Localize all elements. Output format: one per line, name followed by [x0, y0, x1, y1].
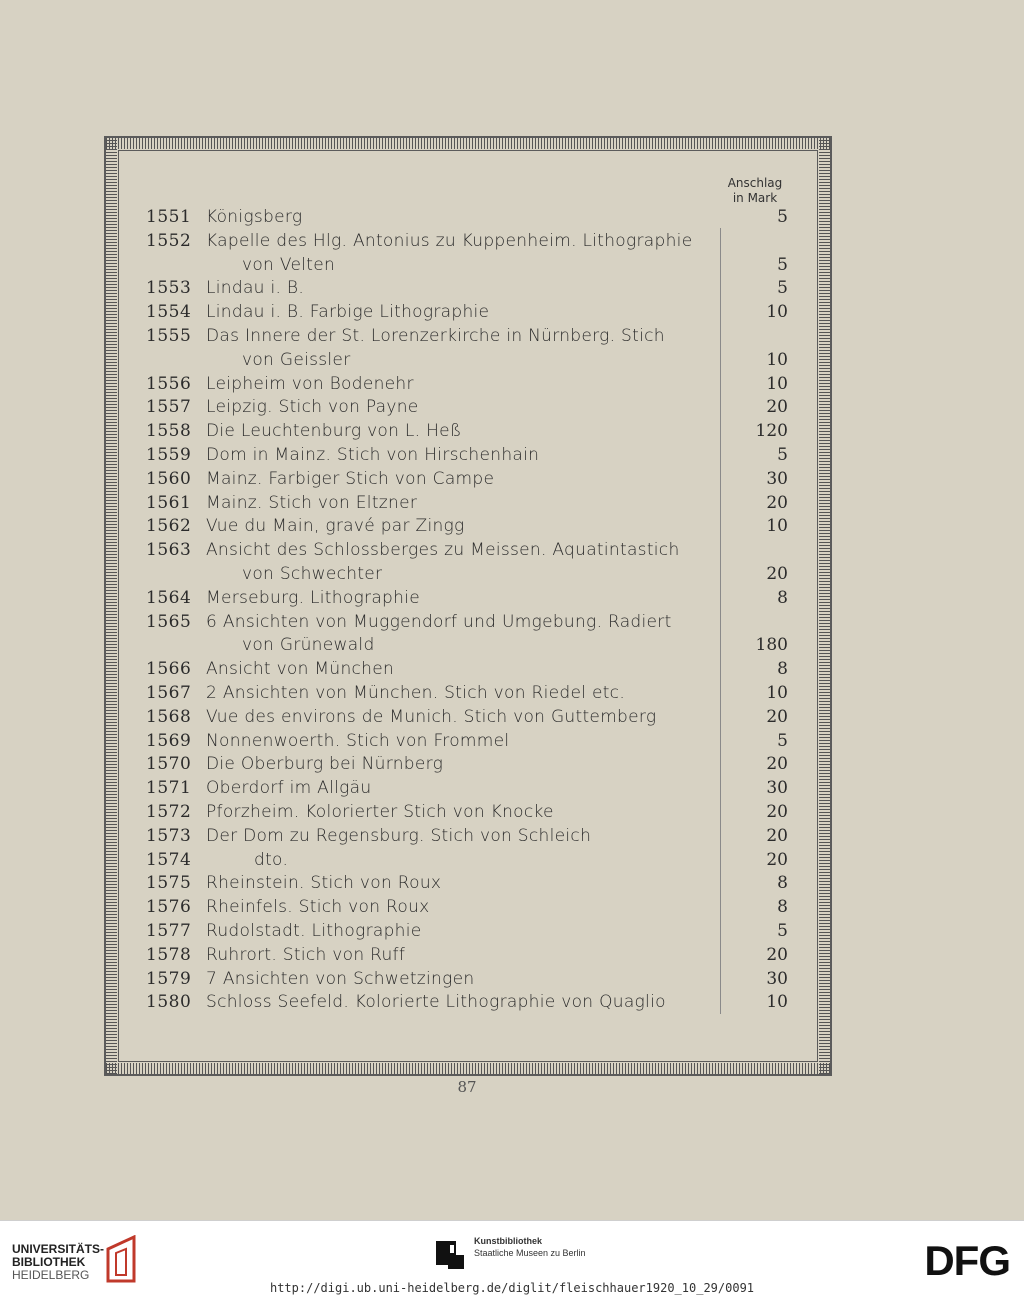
entry-price: 5 [777, 444, 788, 465]
entry-description: Rheinstein. Stich von Roux [206, 873, 442, 894]
catalog-entry-row [0, 825, 1024, 849]
entry-price: 30 [766, 968, 788, 989]
entry-price: 20 [766, 397, 788, 418]
entry-price: 20 [766, 563, 788, 584]
entry-price: 20 [766, 944, 788, 965]
catalog-entry-row [0, 587, 1024, 611]
catalog-entry-row [0, 730, 1024, 754]
catalog-entry-row [0, 230, 1024, 254]
entry-number: 1576 [146, 897, 192, 918]
catalog-entry-row [0, 753, 1024, 777]
entry-number: 1556 [146, 373, 192, 394]
entry-number: 1560 [146, 468, 192, 489]
entry-price: 20 [766, 706, 788, 727]
catalog-entry-row [0, 872, 1024, 896]
entry-price: 5 [777, 207, 788, 227]
entry-number: 1577 [146, 920, 192, 941]
catalog-entry-row [0, 920, 1024, 944]
entry-description: Die Leuchtenburg von L. Heß [206, 421, 462, 442]
entry-description: Mainz. Farbiger Stich von Campe [206, 468, 495, 489]
footer-bar [0, 1220, 1024, 1299]
catalog-entry-row [0, 634, 1024, 658]
source-url[interactable]: http://digi.ub.uni-heidelberg.de/diglit/fleischhauer1920_10_29/0091 [269, 1281, 755, 1295]
ub-line3: HEIDELBERG [12, 1268, 90, 1282]
entry-number: 1578 [146, 944, 192, 965]
ub-line2: BIBLIOTHEK [12, 1255, 86, 1269]
entry-number: 1563 [146, 540, 192, 561]
entry-price: 8 [777, 659, 788, 680]
entry-description: Schloss Seefeld. Kolorierte Lithographie von Quaglio [206, 992, 666, 1013]
entry-price: 8 [777, 873, 788, 894]
entry-price: 5 [777, 254, 788, 275]
border-hatch-bottom [106, 1063, 830, 1074]
entry-number: 1566 [146, 659, 192, 680]
entry-price: 20 [766, 801, 788, 822]
entry-number: 1561 [146, 492, 192, 513]
entry-description: 7 Ansichten von Schwetzingen [206, 968, 475, 989]
entry-description: von Velten [242, 254, 336, 275]
entry-description: Vue du Main, gravé par Zingg [206, 516, 465, 537]
page-number: 87 [457, 1078, 477, 1096]
entry-price: 10 [766, 349, 788, 370]
entry-number: 1564 [146, 587, 192, 608]
entry-number: 1573 [146, 825, 192, 846]
entry-number: 1567 [146, 682, 192, 703]
ub-heidelberg-logo-text [12, 1243, 104, 1282]
catalog-entries [0, 206, 1024, 1015]
entry-description: Königsberg [206, 207, 303, 227]
entry-number: 1571 [146, 778, 192, 799]
entry-number: 1579 [146, 968, 192, 989]
entry-number: 1559 [146, 444, 192, 465]
entry-number: 1575 [146, 873, 192, 894]
entry-price: 20 [766, 754, 788, 775]
entry-price: 10 [766, 682, 788, 703]
catalog-entry-row [0, 301, 1024, 325]
entry-price: 8 [777, 587, 788, 608]
catalog-entry-row [0, 563, 1024, 587]
catalog-entry-row [0, 539, 1024, 563]
entry-description: von Grünewald [242, 635, 375, 656]
catalog-entry-row [0, 682, 1024, 706]
entry-number: 1569 [146, 730, 192, 751]
entry-description: Leipzig. Stich von Payne [206, 397, 419, 418]
ub-heidelberg-logo-icon [104, 1235, 142, 1285]
entry-number: 1565 [146, 611, 192, 632]
entry-description: Die Oberburg bei Nürnberg [206, 754, 444, 775]
catalog-entry-row [0, 777, 1024, 801]
catalog-entry-row [0, 492, 1024, 516]
catalog-entry-row [0, 373, 1024, 397]
entry-number: 1580 [146, 992, 192, 1013]
entry-description: Ansicht von München [206, 659, 395, 680]
catalog-entry-row [0, 396, 1024, 420]
catalog-entry-row [0, 658, 1024, 682]
entry-description: Vue des environs de Munich. Stich von Guttemberg [206, 706, 657, 727]
entry-price: 20 [766, 825, 788, 846]
price-column-header-line1: Anschlag [727, 176, 783, 190]
entry-description: 2 Ansichten von München. Stich von Riedel etc. [206, 682, 626, 703]
catalog-entry-row [0, 611, 1024, 635]
entry-description: Lindau i. B. [206, 278, 305, 299]
entry-description: Kapelle des Hlg. Antonius zu Kuppenheim. Lithographie [206, 230, 693, 251]
entry-description: Pforzheim. Kolorierter Stich von Knocke [206, 801, 554, 822]
entry-number: 1551 [146, 207, 192, 227]
entry-price: 10 [766, 516, 788, 537]
entry-description: Der Dom zu Regensburg. Stich von Schleich [206, 825, 592, 846]
entry-price: 5 [777, 278, 788, 299]
entry-price: 20 [766, 492, 788, 513]
entry-description: Ruhrort. Stich von Ruff [206, 944, 406, 965]
entry-description: Ansicht des Schlossberges zu Meissen. Aquatintastich [206, 540, 680, 561]
entry-number: 1572 [146, 801, 192, 822]
entry-description: von Geissler [242, 349, 351, 370]
entry-number: 1558 [146, 421, 192, 442]
entry-number: 1568 [146, 706, 192, 727]
dfg-logo: DFG [924, 1237, 1010, 1284]
price-column-header-line2: in Mark [732, 191, 778, 205]
catalog-entry-row [0, 944, 1024, 968]
catalog-entry-row [0, 468, 1024, 492]
entry-number: 1574 [146, 849, 192, 870]
catalog-entry-row [0, 515, 1024, 539]
catalog-entry-row [0, 849, 1024, 873]
ub-line1: UNIVERSITÄTS- [12, 1242, 105, 1256]
kb-line1: Kunstbibliothek [474, 1236, 542, 1246]
entry-number: 1557 [146, 397, 192, 418]
entry-price: 30 [766, 778, 788, 799]
catalog-entry-row [0, 896, 1024, 920]
catalog-entry-row [0, 444, 1024, 468]
entry-description: Das Innere der St. Lorenzerkirche in Nürnberg. Stich [206, 325, 665, 346]
kunstbibliothek-text [474, 1235, 586, 1259]
entry-number: 1555 [146, 325, 192, 346]
entry-description: Dom in Mainz. Stich von Hirschenhain [206, 444, 540, 465]
entry-description: dto. [254, 849, 289, 870]
entry-price: 5 [777, 920, 788, 941]
entry-description: 6 Ansichten von Muggendorf und Umgebung. Radiert [206, 611, 672, 632]
entry-price: 20 [766, 849, 788, 870]
catalog-entry-row [0, 349, 1024, 373]
entry-number: 1554 [146, 302, 192, 323]
entry-description: Rheinfels. Stich von Roux [206, 897, 430, 918]
entry-number: 1552 [146, 230, 192, 251]
catalog-entry-row [0, 206, 1024, 230]
kunstbibliothek-logo-icon [436, 1241, 466, 1271]
entry-description: von Schwechter [242, 563, 383, 584]
entry-price: 180 [755, 635, 788, 656]
entry-number: 1562 [146, 516, 192, 537]
entry-price: 8 [777, 897, 788, 918]
entry-price: 10 [766, 302, 788, 323]
entry-description: Lindau i. B. Farbige Lithographie [206, 302, 490, 323]
entry-number: 1570 [146, 754, 192, 775]
catalog-entry-row [0, 801, 1024, 825]
entry-price: 10 [766, 373, 788, 394]
entry-price: 30 [766, 468, 788, 489]
entry-description: Rudolstadt. Lithographie [206, 920, 422, 941]
catalog-entry-row [0, 706, 1024, 730]
entry-description: Nonnenwoerth. Stich von Frommel [206, 730, 510, 751]
catalog-entry-row [0, 991, 1024, 1015]
entry-description: Oberdorf im Allgäu [206, 778, 372, 799]
entry-description: Mainz. Stich von Eltzner [206, 492, 418, 513]
border-hatch-top [106, 138, 830, 149]
catalog-entry-row [0, 325, 1024, 349]
catalog-entry-row [0, 968, 1024, 992]
catalog-entry-row [0, 420, 1024, 444]
entry-price: 120 [755, 421, 788, 442]
catalog-entry-row [0, 254, 1024, 278]
entry-description: Merseburg. Lithographie [206, 587, 420, 608]
entry-description: Leipheim von Bodenehr [206, 373, 414, 394]
entry-price: 10 [766, 992, 788, 1013]
entry-number: 1553 [146, 278, 192, 299]
entry-price: 5 [777, 730, 788, 751]
kb-line2: Staatliche Museen zu Berlin [474, 1248, 586, 1258]
price-column-header [716, 176, 794, 206]
catalog-entry-row [0, 277, 1024, 301]
